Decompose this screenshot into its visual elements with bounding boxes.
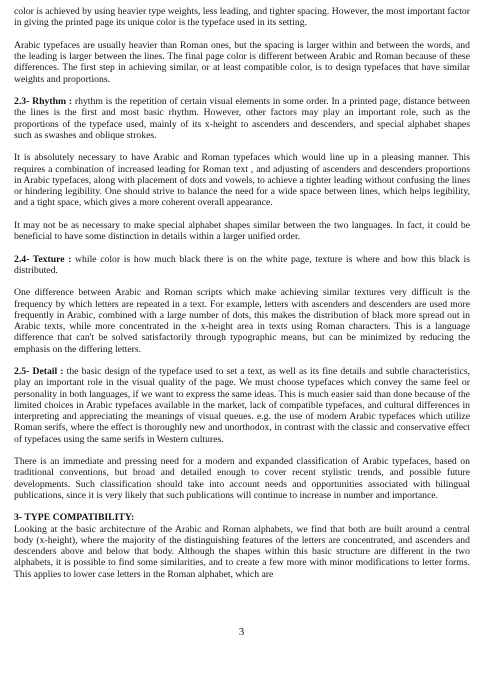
texture-heading: 2.4- Texture : bbox=[14, 253, 72, 265]
detail-text: the basic design of the typeface used to set a text, as well as its fine details and subtle characteristics, play an important role in the visual quality of the page. We must choose typefaces which convey the same feel or personality in both languages, if we want to express the same ideas. This is much easier said than done because of the limited choices in Arabic typefaces available in the market, lack of compatible typefaces, and cultural differences in interpreting and appreciating the meanings of visual queues. e.g. the use of modern Arabic typefaces which utilize Roman serifs, where the effect is thoroughly new and unorthodox, in contrast with the classic and conservative effect of typefaces using the same serifs in Western cultures. bbox=[14, 366, 470, 445]
arabic-typefaces-paragraph: Arabic typefaces are usually heavier than Roman ones, but the spacing is larger within and between the words, and the leading is larger between the lines. The final page color is different between Arabic and Roman because of these differences. The first step in achieving similar, or at least compatible color, is to design typefaces that have similar weights and proportions. bbox=[14, 39, 470, 85]
texture-text: while color is how much black there is on the white page, texture is where and how this black is distributed. bbox=[14, 253, 471, 276]
distinction-paragraph: It may not be as necessary to make special alphabet shapes similar between the two languages. In fact, it could be beneficial to have some distinction in details within a larger unified order. bbox=[14, 219, 470, 242]
difference-paragraph: One difference between Arabic and Roman scripts which make achieving similar textures very difficult is the frequency by which letters are repeated in a text. For example, letters with ascenders and descenders are used more frequently in Arabic, combined with a large number of dots, this makes the distribution of black more spread out in Arabic texts, while more concentrated in the x-height area in texts using Roman characters. This is a language difference that can't be solved satisfactorily through typographic means, but can be minimized by reducing the emphasis on the differing letters. bbox=[14, 287, 470, 355]
page-number: 3 bbox=[238, 626, 245, 638]
detail-section bbox=[14, 366, 470, 445]
type-compatibility-heading: 3- TYPE COMPATIBILITY: bbox=[14, 512, 135, 524]
rhythm-heading: 2.3- Rhythm : bbox=[14, 96, 73, 107]
detail-heading: 2.5- Detail : bbox=[14, 366, 64, 377]
texture-section bbox=[14, 254, 470, 277]
intro-paragraph: color is achieved by using heavier type weights, less leading, and tighter spacing. However, the most important factor in giving the printed page its unique color is the typeface used in its setting. bbox=[14, 6, 470, 29]
document-body bbox=[14, 6, 470, 580]
necessary-paragraph: It is absolutely necessary to have Arabic and Roman typefaces which would line up in a pleasing manner. This requires a combination of increased leading for Roman text , and adjusting of ascenders and descenders proportions in Arabic typefaces, along with placement of dots and vowels, to achieve a tighter leading without confusing the lines or hindering legibility. One should strive to balance the need for a wide space between lines, which helps legibility, and a tight space, which gives a more coherent overall appearance. bbox=[14, 152, 470, 209]
rhythm-text: rhythm is the repetition of certain visual elements in some order. In a printed page, distance between the lines is the first and most basic rhythm. However, other factors may play an important role, such as the proportions of the typeface used, mainly of its x-height to ascenders and descenders, and special alphabet shapes such as swashes and oblique strokes. bbox=[14, 96, 470, 141]
classification-paragraph: There is an immediate and pressing need for a modern and expanded classification of Arabic typefaces, based on traditional conventions, but broad and detailed enough to cover recent stylistic trends, and possible future developments. Such classification should take into account needs and opportunities associated with bilingual publications, since it is very likely that such publications will continue to increase in number and importance. bbox=[14, 456, 470, 501]
type-compatibility-paragraph: Looking at the basic architecture of the Arabic and Roman alphabets, we find that both are built around a central body (x-height), where the majority of the distinguishing features of the letters are concentrated, and ascenders and descenders above and below that body. Although the shapes within this basic structure are different in the two alphabets, it is possible to find some similarities, and to create a few more with minor modifications to letter forms. This applies to lower case letters in the Roman alphabet, which are bbox=[14, 523, 470, 580]
rhythm-section bbox=[14, 96, 470, 141]
